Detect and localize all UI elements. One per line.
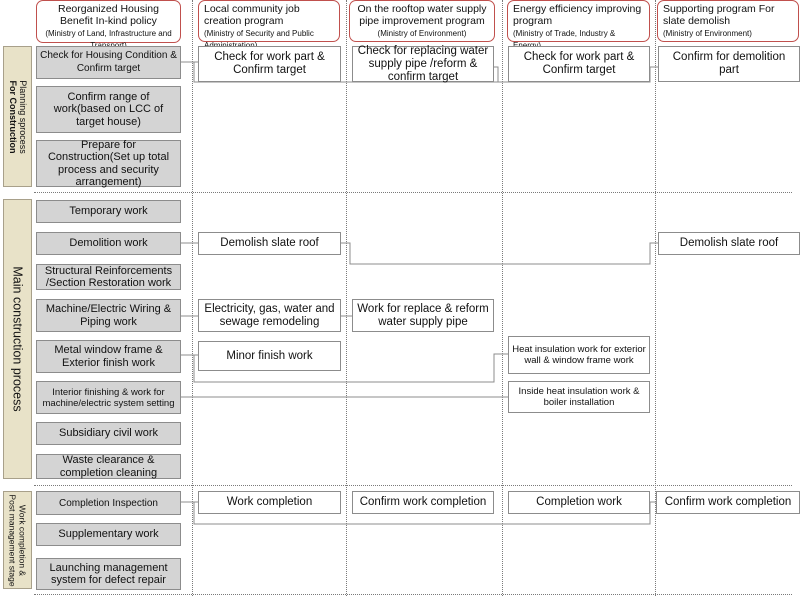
- connector-demolish-slate: [341, 243, 658, 264]
- stage-label: Work completion &: [18, 504, 29, 576]
- header-housing-policy: [36, 0, 181, 43]
- step-metal-window: Metal window frame & Exterior finish work: [36, 340, 181, 373]
- header-title: Reorganized Housing Benefit In-kind policy: [58, 3, 159, 27]
- step-subsidiary-civil: Subsidiary civil work: [36, 422, 181, 445]
- header-title: Supporting program For slate demolish: [663, 3, 775, 27]
- step-prepare-construction: Prepare for Construction(Set up total process and security arrangement): [36, 140, 181, 187]
- stage-label: For Construction: [7, 79, 18, 153]
- stage-label: Planning sprocess: [17, 79, 28, 154]
- step-waste-clearance: Waste clearance & completion cleaning: [36, 454, 181, 479]
- header-ministry: (Ministry of Land, Infrastructure and: [45, 29, 172, 38]
- task-local-minor-finish: Minor finish work: [198, 341, 341, 371]
- task-local-completion: Work completion: [198, 491, 341, 514]
- task-energy-heat-exterior: Heat insulation work for exterior wall & window frame work: [508, 336, 650, 374]
- task-slate-confirm: Confirm for demolition part: [658, 46, 800, 82]
- header-energy-efficiency: [507, 0, 650, 42]
- stage-label: Main construction process: [10, 266, 25, 412]
- task-slate-completion: Confirm work completion: [656, 491, 800, 514]
- stage-completion: [3, 491, 32, 589]
- connector-planning-water: [494, 67, 498, 82]
- stage-main-construction: [3, 199, 32, 479]
- step-confirm-range: Confirm range of work(based on LCC of target house): [36, 86, 181, 133]
- step-supplementary-work: Supplementary work: [36, 523, 181, 546]
- step-completion-inspection: Completion Inspection: [36, 491, 181, 515]
- step-check-housing: Check for Housing Condition & Confirm target: [36, 46, 181, 79]
- header-ministry: (Ministry of Environment): [377, 29, 467, 38]
- task-water-completion: Confirm work completion: [352, 491, 494, 514]
- step-structural-work: Structural Reinforcements /Section Restoration work: [36, 264, 181, 290]
- stage-planning: [3, 46, 32, 187]
- header-water-supply: [349, 0, 495, 42]
- header-local-community: [198, 0, 340, 42]
- step-launching-management: Launching management system for defect repair: [36, 558, 181, 590]
- task-water-replace: Work for replace & reform water supply pipe: [352, 299, 494, 332]
- task-energy-heat-inside: Inside heat insulation work & boiler installation: [508, 381, 650, 413]
- task-energy-completion: Completion work: [508, 491, 650, 514]
- step-demolition-work: Demolition work: [36, 232, 181, 255]
- header-ministry: (Ministry of Trade, Industry &: [513, 29, 616, 38]
- step-machine-electric: Machine/Electric Wiring & Piping work: [36, 299, 181, 332]
- task-local-electric: Electricity, gas, water and sewage remodeling: [198, 299, 341, 332]
- task-local-demolish: Demolish slate roof: [198, 232, 341, 255]
- header-ministry: (Ministry of Environment): [663, 29, 752, 38]
- header-title: Local community job creation program: [204, 3, 300, 27]
- header-title: On the rooftop water supply pipe improvement program: [357, 3, 487, 27]
- header-slate-demolish: [657, 0, 799, 42]
- task-energy-check: Check for work part & Confirm target: [508, 46, 650, 82]
- header-title: Energy efficiency improving program: [513, 3, 642, 27]
- header-ministry: (Ministry of Security and Public: [204, 29, 314, 38]
- step-temporary-work: Temporary work: [36, 200, 181, 223]
- step-interior-finishing: Interior finishing & work for machine/electric system setting: [36, 381, 181, 414]
- task-slate-demolish: Demolish slate roof: [658, 232, 800, 255]
- task-local-check: Check for work part & Confirm target: [198, 46, 341, 82]
- stage-label: Post management stage: [8, 493, 19, 587]
- task-water-check: Check for replacing water supply pipe /reform & confirm target: [352, 46, 494, 82]
